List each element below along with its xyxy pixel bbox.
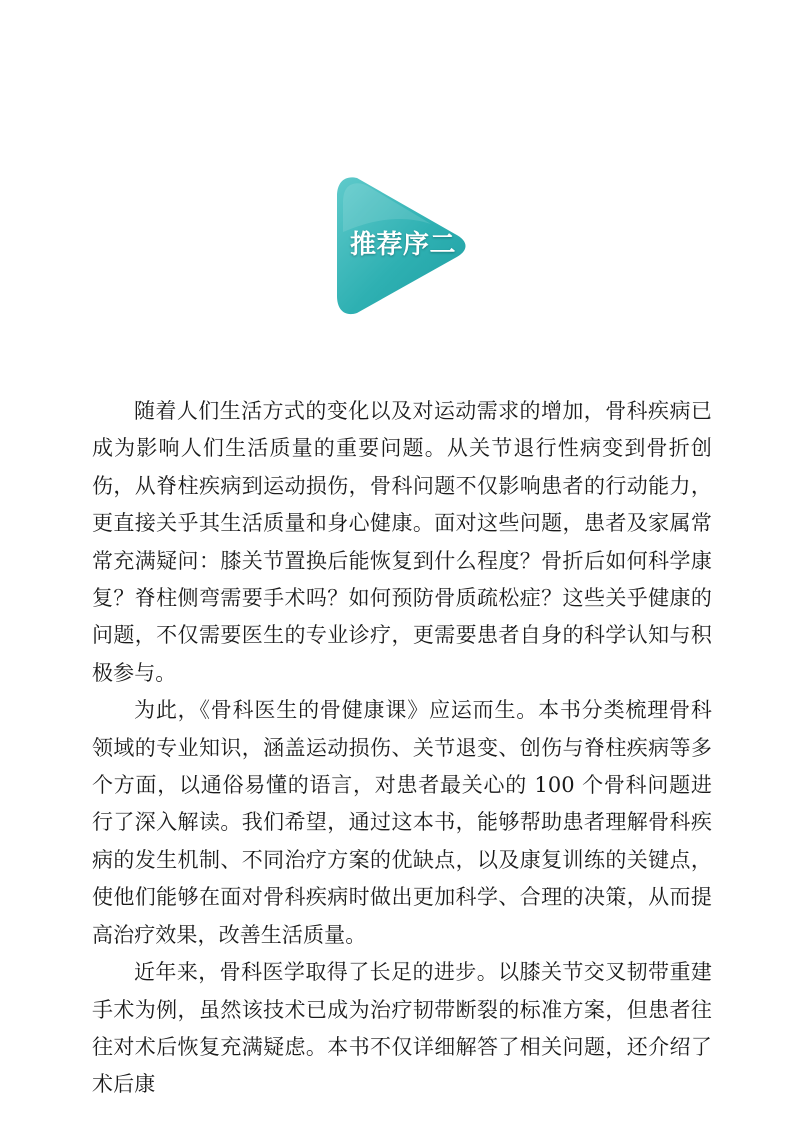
body-text [92, 393, 712, 1104]
paragraph-3: 近年来，骨科医学取得了长足的进步。以膝关节交叉韧带重建手术为例，虽然该技术已成为治疗韧带断裂的标准方案，但患者往往对术后恢复充满疑虑。本书不仅详细解答了相关问题，还介绍了术后康 [92, 960, 712, 1097]
section-badge [331, 172, 471, 320]
paragraph-2: 为此，《骨科医生的骨健康课》应运而生。本书分类梳理骨科领域的专业知识，涵盖运动损伤、关节退变、创伤与脊柱疾病等多个方面，以通俗易懂的语言，对患者最关心的 100 个骨科问题进行了深入解读。我们希望，通过这本书，能够帮助患者理解骨科疾病的发生机制、不同治疗方案的优缺点，以及康复训练的关键点，使他们能够在面对骨科疾病时做出更加科学、合理的决策，从而提高治疗效果，改善生活质量。 [92, 698, 712, 947]
paragraph-1: 随着人们生活方式的变化以及对运动需求的增加，骨科疾病已成为影响人们生活质量的重要问题。从关节退行性病变到骨折创伤，从脊柱疾病到运动损伤，骨科问题不仅影响患者的行动能力，更直接关乎其生活质量和身心健康。面对这些问题，患者及家属常常充满疑问：膝关节置换后能恢复到什么程度？骨折后如何科学康复？脊柱侧弯需要手术吗？如何预防骨质疏松症？这些关乎健康的问题，不仅需要医生的专业诊疗，更需要患者自身的科学认知与积极参与。 [92, 399, 712, 685]
section-title: 推荐序二 [349, 230, 456, 260]
